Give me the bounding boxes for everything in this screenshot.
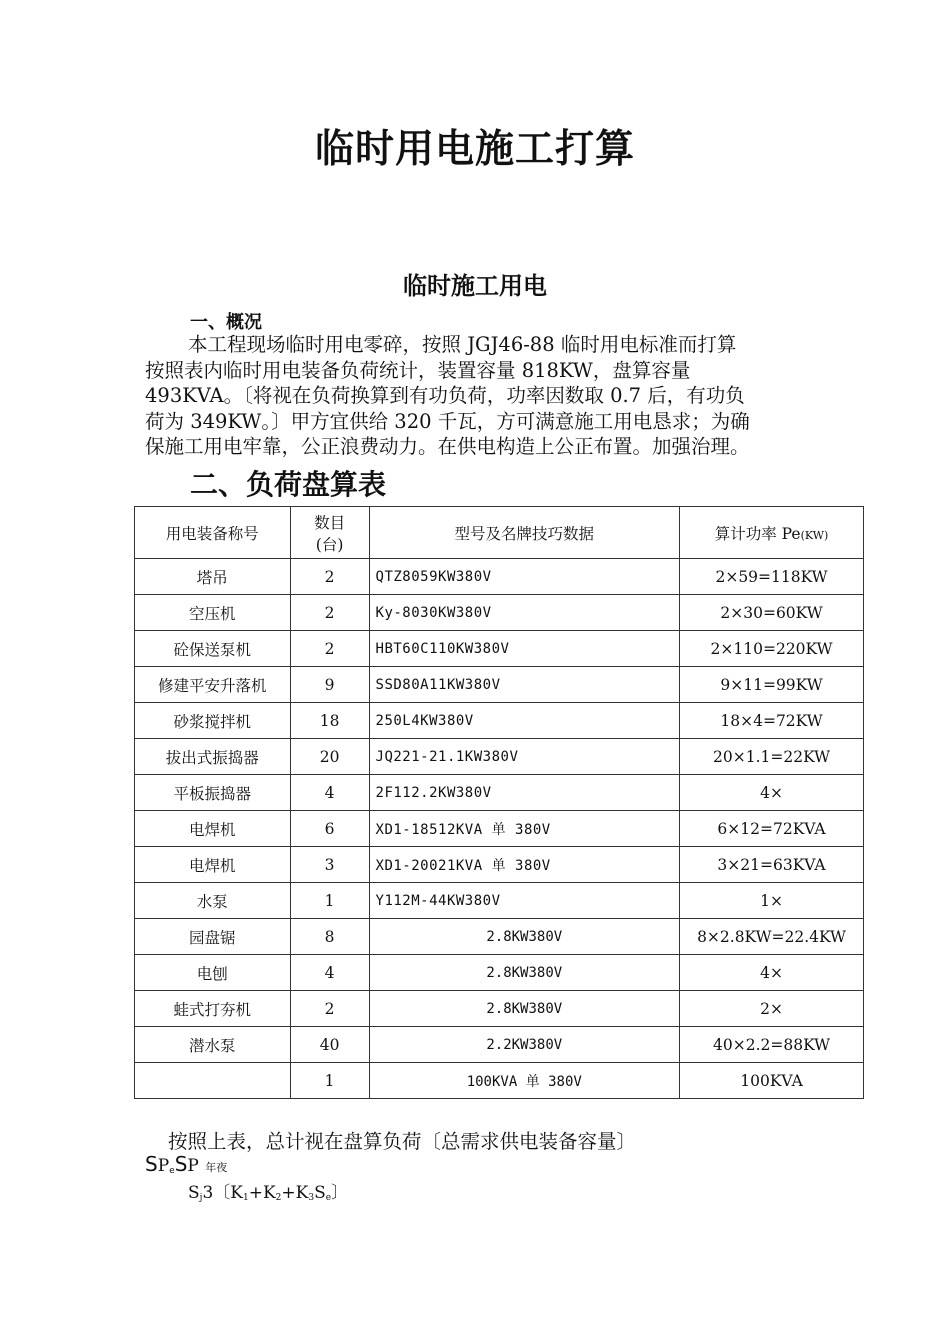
- table-row: [135, 847, 864, 883]
- cell-equipment-name: 蛙式打夯机: [135, 991, 291, 1027]
- header-power: [680, 507, 864, 559]
- cell-power: 4×: [680, 775, 864, 811]
- cell-count: 2: [290, 631, 369, 667]
- cell-power: 9×11=99KW: [680, 667, 864, 703]
- cell-equipment-name: 潜水泵: [135, 1027, 291, 1063]
- cell-spec: 250L4KW380V: [369, 703, 680, 739]
- formula-sub-j: j: [199, 1193, 203, 1203]
- overview-line: 按照表内临时用电装备负荷统计，装置容量 818KW，盘算容量: [145, 358, 691, 382]
- cell-power: 100KVA: [680, 1063, 864, 1099]
- cell-power: 40×2.2=88KW: [680, 1027, 864, 1063]
- formula-sub: 2: [275, 1193, 282, 1203]
- formula-line-2: [188, 1178, 348, 1203]
- cell-equipment-name: 电焊机: [135, 847, 291, 883]
- table-row: [135, 955, 864, 991]
- header-power-label: 算计功率 Pe: [714, 524, 801, 543]
- header-count-line: 数目: [314, 513, 346, 532]
- formula-part: 〕: [331, 1183, 349, 1203]
- cell-spec: XD1-18512KVA 单 380V: [369, 811, 680, 847]
- cell-count: 1: [290, 883, 369, 919]
- cell-equipment-name: [135, 1063, 291, 1099]
- cell-power: 6×12=72KVA: [680, 811, 864, 847]
- header-count: [290, 507, 369, 559]
- cell-power: 8×2.8KW=22.4KW: [680, 919, 864, 955]
- summary-text: 按照上表，总计视在盘算负荷〔总需求供电装备容量〕: [168, 1130, 637, 1153]
- cell-count: 6: [290, 811, 369, 847]
- cell-equipment-name: 电焊机: [135, 811, 291, 847]
- table-row: [135, 919, 864, 955]
- formula-p: P: [187, 1156, 199, 1176]
- table-row: [135, 775, 864, 811]
- cell-spec: 2F112.2KW380V: [369, 775, 680, 811]
- cell-count: 20: [290, 739, 369, 775]
- table-row: [135, 667, 864, 703]
- cell-power: 4×: [680, 955, 864, 991]
- formula-note: 年夜: [205, 1161, 228, 1174]
- formula-sub: e: [325, 1193, 332, 1203]
- cell-equipment-name: 修建平安升落机: [135, 667, 291, 703]
- cell-spec: Y112M-44KW380V: [369, 883, 680, 919]
- cell-equipment-name: 平板振捣器: [135, 775, 291, 811]
- formula-part: +K: [248, 1183, 276, 1203]
- cell-count: 2: [290, 595, 369, 631]
- cell-equipment-name: 塔吊: [135, 559, 291, 595]
- overview-line: 保施工用电牢靠，公正浪费动力。在供电构造上公正布置。加强治理。: [145, 435, 750, 458]
- table-header-row: [135, 507, 864, 559]
- table-row: [135, 559, 864, 595]
- overview-line: 493KVA。〔将视在负荷换算到有功负荷，功率因数取 0.7 后，有功负: [145, 384, 745, 407]
- cell-spec: 2.2KW380V: [369, 1027, 680, 1063]
- overview-heading: 一、概况: [190, 312, 262, 333]
- header-spec: 型号及名牌技巧数据: [369, 507, 680, 559]
- cell-count: 8: [290, 919, 369, 955]
- formula-part: 3〔K: [202, 1183, 243, 1203]
- formula-sub: 3: [308, 1193, 315, 1203]
- cell-spec: 2.8KW380V: [369, 955, 680, 991]
- cell-power: 2×: [680, 991, 864, 1027]
- cell-power: 2×59=118KW: [680, 559, 864, 595]
- table-row: [135, 1027, 864, 1063]
- header-count-unit: (台): [315, 535, 344, 554]
- table-row: [135, 1063, 864, 1099]
- cell-power: 18×4=72KW: [680, 703, 864, 739]
- cell-count: 1: [290, 1063, 369, 1099]
- formula-line-1: [145, 1152, 227, 1176]
- cell-count: 2: [290, 991, 369, 1027]
- cell-count: 4: [290, 775, 369, 811]
- cell-count: 40: [290, 1027, 369, 1063]
- table-row: [135, 811, 864, 847]
- document-subtitle: 临时施工用电: [403, 272, 547, 300]
- overview-line: 荷为 349KW。〕甲方宜供给 320 千瓦，方可满意施工用电恳求；为确: [145, 409, 750, 433]
- header-power-unit: (KW): [800, 528, 829, 542]
- cell-count: 3: [290, 847, 369, 883]
- overview-line: 本工程现场临时用电零碎，按照 JGJ46-88 临时用电标准而打算: [188, 333, 737, 356]
- cell-count: 18: [290, 703, 369, 739]
- table-row: [135, 595, 864, 631]
- load-table-heading: 二、负荷盘算表: [190, 468, 387, 501]
- load-calculation-table: [134, 506, 864, 1099]
- formula-part: +K: [281, 1183, 309, 1203]
- formula-sub: 1: [242, 1193, 249, 1203]
- cell-equipment-name: 水泵: [135, 883, 291, 919]
- cell-spec: 100KVA 单 380V: [369, 1063, 680, 1099]
- formula-s: S: [188, 1183, 200, 1203]
- cell-spec: SSD80A11KW380V: [369, 667, 680, 703]
- cell-equipment-name: 拔出式振捣器: [135, 739, 291, 775]
- document-title: 临时用电施工打算: [314, 127, 635, 172]
- cell-equipment-name: 砼保送泵机: [135, 631, 291, 667]
- cell-power: 1×: [680, 883, 864, 919]
- formula-part: S: [314, 1183, 326, 1203]
- cell-spec: 2.8KW380V: [369, 991, 680, 1027]
- table-row: [135, 991, 864, 1027]
- formula-p: P: [157, 1156, 170, 1176]
- cell-count: 9: [290, 667, 369, 703]
- formula-s: S: [174, 1152, 188, 1176]
- cell-spec: HBT60C110KW380V: [369, 631, 680, 667]
- cell-equipment-name: 空压机: [135, 595, 291, 631]
- cell-spec: QTZ8059KW380V: [369, 559, 680, 595]
- header-equipment-name: 用电装备称号: [135, 507, 291, 559]
- cell-equipment-name: 电刨: [135, 955, 291, 991]
- cell-count: 2: [290, 559, 369, 595]
- overview-paragraph: [145, 332, 817, 460]
- cell-count: 4: [290, 955, 369, 991]
- table-row: [135, 703, 864, 739]
- cell-spec: 2.8KW380V: [369, 919, 680, 955]
- table-row: [135, 883, 864, 919]
- formula-s: S: [145, 1152, 158, 1176]
- formula-sub-e: e: [169, 1166, 175, 1176]
- table-row: [135, 739, 864, 775]
- cell-spec: XD1-20021KVA 单 380V: [369, 847, 680, 883]
- table-row: [135, 631, 864, 667]
- cell-spec: JQ221-21.1KW380V: [369, 739, 680, 775]
- cell-power: 3×21=63KVA: [680, 847, 864, 883]
- cell-power: 2×110=220KW: [680, 631, 864, 667]
- cell-power: 2×30=60KW: [680, 595, 864, 631]
- cell-spec: Ky-8030KW380V: [369, 595, 680, 631]
- cell-equipment-name: 园盘锯: [135, 919, 291, 955]
- cell-power: 20×1.1=22KW: [680, 739, 864, 775]
- table-body: [135, 559, 864, 1099]
- cell-equipment-name: 砂浆搅拌机: [135, 703, 291, 739]
